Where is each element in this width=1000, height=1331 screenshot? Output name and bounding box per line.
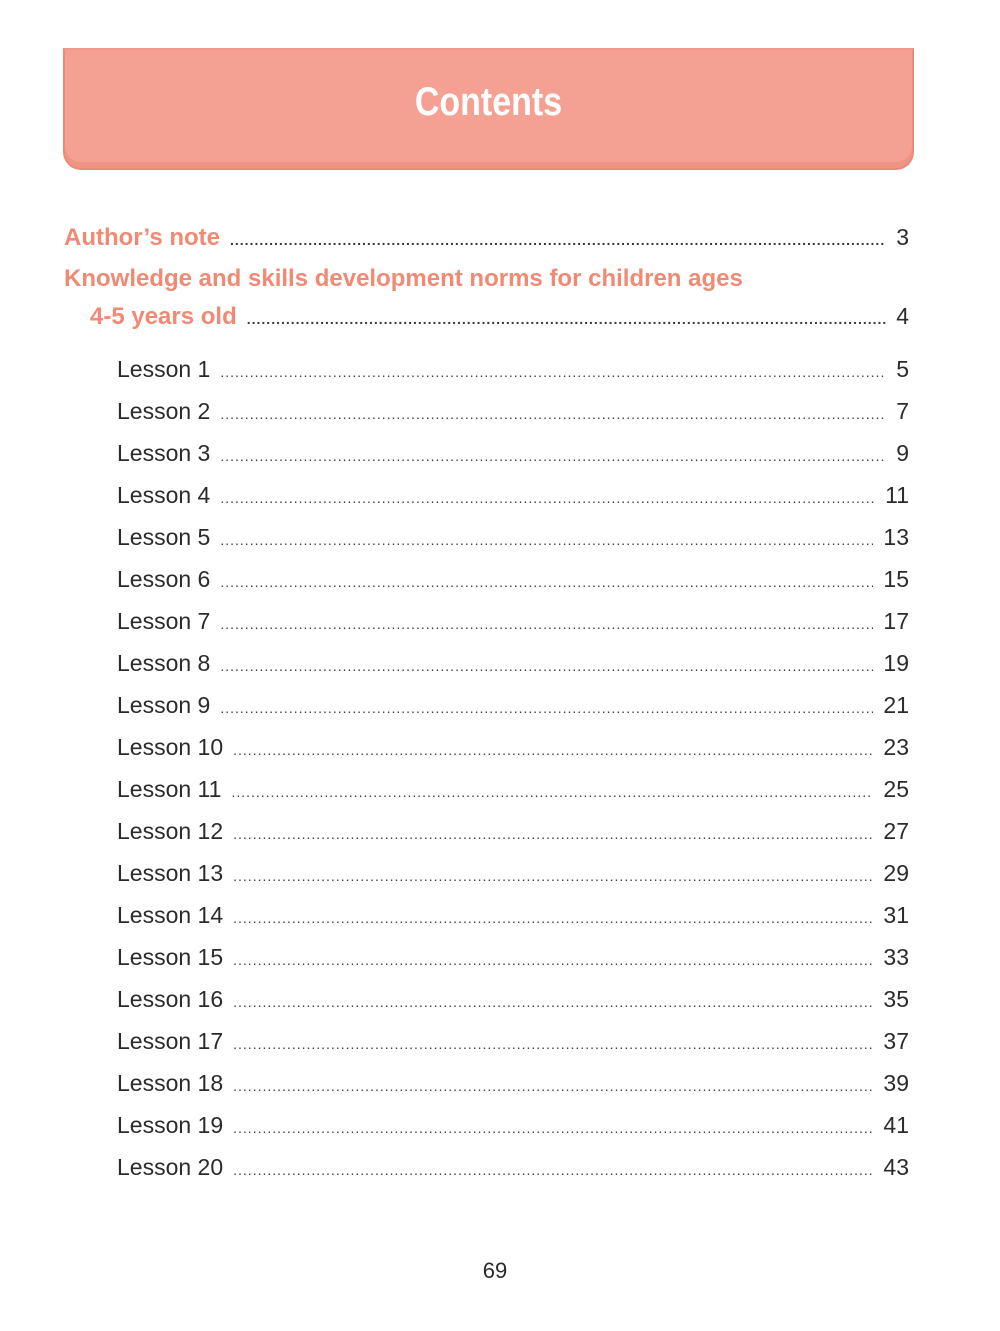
- toc-entry-lesson[interactable]: [117, 398, 909, 425]
- toc-entry-label: Lesson 7: [117, 608, 211, 634]
- toc-entry-lesson[interactable]: [117, 1112, 909, 1139]
- toc-entry-page: 35: [883, 986, 909, 1012]
- toc-entry-label: 4-5 years old: [90, 303, 237, 330]
- toc-entry-lesson[interactable]: [117, 734, 909, 761]
- dot-leader: [233, 826, 873, 842]
- toc-entry-label: Lesson 20: [117, 1154, 224, 1180]
- dot-leader: [233, 952, 873, 968]
- dot-leader: [233, 868, 873, 884]
- toc-entry-page: 39: [883, 1070, 909, 1096]
- toc-entry-label: Lesson 19: [117, 1112, 224, 1138]
- dot-leader: [220, 364, 886, 380]
- toc-entry-page: 25: [883, 776, 909, 802]
- dot-leader: [220, 406, 886, 422]
- toc-entry-page: 3: [896, 224, 909, 250]
- toc-entry-lesson[interactable]: [117, 524, 909, 551]
- toc-entry-page: 27: [883, 818, 909, 844]
- toc-entry-label: Lesson 5: [117, 524, 211, 550]
- toc-entry-page: 33: [883, 944, 909, 970]
- toc-entry-page: 21: [883, 692, 909, 718]
- toc-entry-page: 13: [883, 524, 909, 550]
- toc-entry-lesson[interactable]: [117, 1028, 909, 1055]
- toc-entry-label: Lesson 9: [117, 692, 211, 718]
- dot-leader: [233, 1078, 873, 1094]
- toc-entry-label: Lesson 6: [117, 566, 211, 592]
- toc-entry-lesson[interactable]: [117, 860, 909, 887]
- toc-entry-page: 23: [883, 734, 909, 760]
- toc-entry-lesson[interactable]: [117, 1070, 909, 1097]
- dot-leader: [220, 490, 875, 506]
- toc-entry-page: 9: [896, 440, 909, 466]
- toc-entry-lesson[interactable]: [117, 356, 909, 383]
- toc-entry-page: 5: [896, 356, 909, 382]
- toc-entry-lesson[interactable]: [117, 776, 909, 803]
- toc-entry-label: Lesson 1: [117, 356, 211, 382]
- toc-entry-page: 31: [883, 902, 909, 928]
- toc-entry-page: 7: [896, 398, 909, 424]
- toc-entry-label: Lesson 11: [117, 776, 222, 802]
- toc-entry-lesson[interactable]: [117, 818, 909, 845]
- dot-leader: [220, 658, 873, 674]
- toc-entry-label: Lesson 3: [117, 440, 211, 466]
- toc-entry-label: Lesson 12: [117, 818, 224, 844]
- toc-entry-lesson[interactable]: [117, 440, 909, 467]
- dot-leader: [233, 1120, 873, 1136]
- toc-entry-lesson[interactable]: [117, 482, 909, 509]
- toc-entry-label: Lesson 4: [117, 482, 211, 508]
- toc-entry-lesson[interactable]: [117, 608, 909, 635]
- toc-entry-page: 17: [883, 608, 909, 634]
- toc-entry-page: 11: [885, 482, 909, 508]
- toc-entry-page: 37: [883, 1028, 909, 1054]
- dot-leader: [233, 994, 873, 1010]
- toc-entry-lesson[interactable]: [117, 986, 909, 1013]
- toc-entry-label: Lesson 17: [117, 1028, 224, 1054]
- toc-entry-label: Lesson 16: [117, 986, 224, 1012]
- toc-entry-label: Lesson 15: [117, 944, 224, 970]
- dot-leader: [220, 574, 873, 590]
- dot-leader: [233, 1036, 873, 1052]
- dot-leader: [220, 700, 873, 716]
- footer-page-number: 69: [482, 1258, 508, 1283]
- toc-entry-label: Lesson 2: [117, 398, 211, 424]
- dot-leader: [247, 311, 886, 327]
- toc-entry-page: 29: [883, 860, 909, 886]
- toc-entry-label: Lesson 13: [117, 860, 224, 886]
- dot-leader: [220, 616, 873, 632]
- dot-leader: [231, 784, 873, 800]
- dot-leader: [220, 448, 886, 464]
- toc-entry-label: Lesson 14: [117, 902, 224, 928]
- toc-entry-lesson[interactable]: [117, 692, 909, 719]
- toc-entry-page: 15: [883, 566, 909, 592]
- toc-entry-lesson[interactable]: [117, 566, 909, 593]
- toc-entry-lesson[interactable]: [117, 650, 909, 677]
- toc-entry-lesson[interactable]: [117, 944, 909, 971]
- contents-header-banner: [63, 48, 914, 170]
- toc-entry-norms[interactable]: [90, 303, 909, 331]
- toc-entry-lesson[interactable]: [117, 902, 909, 929]
- dot-leader: [220, 532, 873, 548]
- toc-entry-label: Lesson 8: [117, 650, 211, 676]
- toc-entry-label: Author’s note: [64, 224, 220, 251]
- toc-entry-lesson[interactable]: [117, 1154, 909, 1181]
- page-title: Contents: [414, 80, 563, 124]
- dot-leader: [233, 1162, 873, 1178]
- dot-leader: [230, 232, 886, 248]
- toc-entry-authors-note[interactable]: [64, 224, 909, 252]
- toc-entry-norms-line1[interactable]: Knowledge and skills development norms for children ages: [64, 265, 743, 292]
- dot-leader: [233, 742, 873, 758]
- toc-entry-page: 19: [883, 650, 909, 676]
- toc-entry-page: 43: [883, 1154, 909, 1180]
- toc-entry-label: Lesson 10: [117, 734, 224, 760]
- dot-leader: [233, 910, 873, 926]
- toc-entry-page: 4: [896, 303, 909, 329]
- toc-entry-page: 41: [883, 1112, 909, 1138]
- toc-entry-label: Lesson 18: [117, 1070, 224, 1096]
